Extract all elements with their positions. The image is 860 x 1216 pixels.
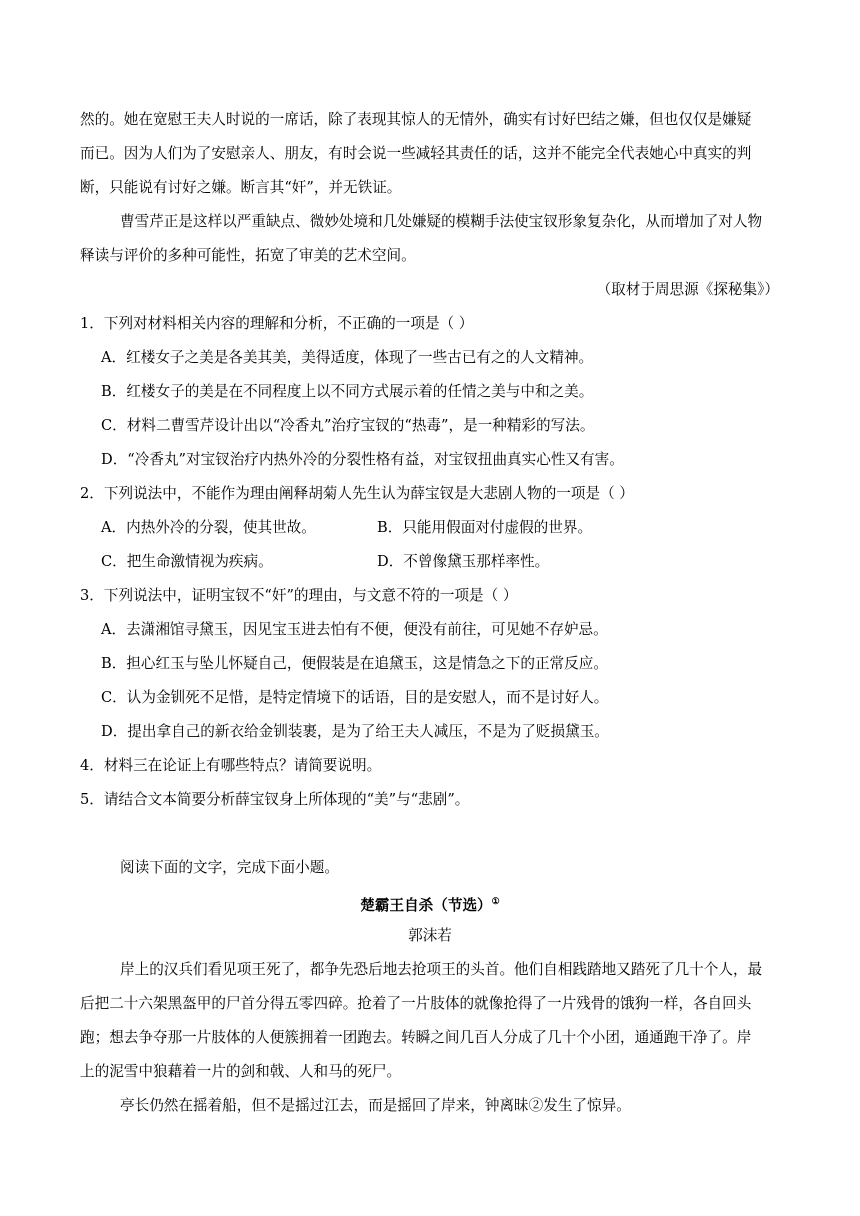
question-1-option-b: B．红楼女子的美是在不同程度上以不同方式展示着的任情之美与中和之美。 <box>101 383 594 400</box>
passage-title-text: 楚霸王自杀（节选） <box>360 897 492 914</box>
footnote-marker: ② <box>528 1097 544 1114</box>
paragraph-line: 释读与评价的多种可能性，拓宽了审美的艺术空间。 <box>80 247 416 264</box>
passage-author: 郭沫若 <box>408 927 452 944</box>
paragraph-line: 而已。因为人们为了安慰亲人、朋友，有时会说一些减轻其责任的话，这并不能完全代表她心中真实的判 <box>80 145 752 162</box>
question-1-option-d: D．“冷香丸”对宝钗治疗内热外冷的分裂性格有益，对宝钗扭曲真实心性又有害。 <box>101 451 624 468</box>
paragraph-line: 上的泥雪中狼藉着一片的剑和戟、人和马的死尸。 <box>80 1063 402 1080</box>
question-3-option-d: D．提出拿自己的新衣给金钏装裹，是为了给王夫人减压，不是为了贬损黛玉。 <box>101 723 609 740</box>
paragraph-line: 跑；想去争夺那一片肢体的人便簇拥着一团跑去。转瞬之间几百人分成了几十个小团，通通跑干净了。岸 <box>80 1029 752 1046</box>
paragraph-line: 岸上的汉兵们看见项王死了，都争先恐后地去抢项王的头首。他们自相践踏地又踏死了几十个人，最 <box>120 961 763 978</box>
question-4: 4．材料三在论证上有哪些特点？请简要说明。 <box>80 757 382 774</box>
paragraph-line: 后把二十六架黑盔甲的尸首分得五零四碎。抢着了一片肢体的就像抢得了一片残骨的饿狗一样，各自回头 <box>80 995 752 1012</box>
paragraph-text: 发生了惊异。 <box>543 1097 631 1114</box>
question-1-stem: 1．下列对材料相关内容的理解和分析，不正确的一项是（ ） <box>80 315 474 332</box>
question-1-option-c: C．材料二曹雪芹设计出以“冷香丸”治疗宝钗的“热毒”，是一种精彩的写法。 <box>101 417 595 434</box>
paragraph-text: 亭长仍然在摇着船，但不是摇过江去，而是摇回了岸来，钟离昧 <box>120 1097 529 1114</box>
paragraph-line: 断，只能说有讨好之嫌。断言其“奸”，并无铁证。 <box>80 179 402 196</box>
question-2-option-a: A．内热外冷的分裂，使其世故。 <box>101 519 316 536</box>
question-3-option-c: C．认为金钏死不足惜，是特定情境下的话语，目的是安慰人，而不是讨好人。 <box>101 689 609 706</box>
question-3-stem: 3．下列说法中，证明宝钗不“奸”的理由，与文意不符的一项是（ ） <box>80 587 518 604</box>
question-2-stem: 2．下列说法中，不能作为理由阐释胡菊人先生认为薛宝钗是大悲剧人物的一项是（ ） <box>80 485 634 502</box>
question-2-option-b: B．只能用假面对付虚假的世界。 <box>377 519 593 536</box>
question-3-option-a: A．去潇湘馆寻黛玉，因见宝玉进去怕有不便，便没有前往，可见她不存妒忌。 <box>101 621 608 638</box>
paragraph-line <box>120 1096 631 1116</box>
question-5: 5．请结合文本简要分析薛宝钗身上所体现的“美”与“悲剧”。 <box>80 791 470 808</box>
paragraph-line: 然的。她在宽慰王夫人时说的一席话，除了表现其惊人的无情外，确实有讨好巴结之嫌，但也仅仅是嫌疑 <box>80 111 752 128</box>
question-1-option-a: A．红楼女子之美是各美其美，美得适度，体现了一些古已有之的人文精神。 <box>101 349 594 366</box>
paragraph-line: 曹雪芹正是这样以严重缺点、微妙处境和几处嫌疑的模糊手法使宝钗形象复杂化，从而增加了对人物 <box>120 213 763 230</box>
reading-instruction: 阅读下面的文字，完成下面小题。 <box>120 859 339 876</box>
question-2-option-c: C．把生命激情视为疾病。 <box>101 553 273 570</box>
question-3-option-b: B．担心红玉与坠儿怀疑自己，便假装是在追黛玉，这是情急之下的正常反应。 <box>101 655 608 672</box>
question-2-option-d: D．不曾像黛玉那样率性。 <box>377 553 550 570</box>
passage-title <box>0 892 860 916</box>
source-citation: （取材于周思源《探秘集》） <box>596 281 779 298</box>
footnote-marker: ① <box>491 897 500 907</box>
